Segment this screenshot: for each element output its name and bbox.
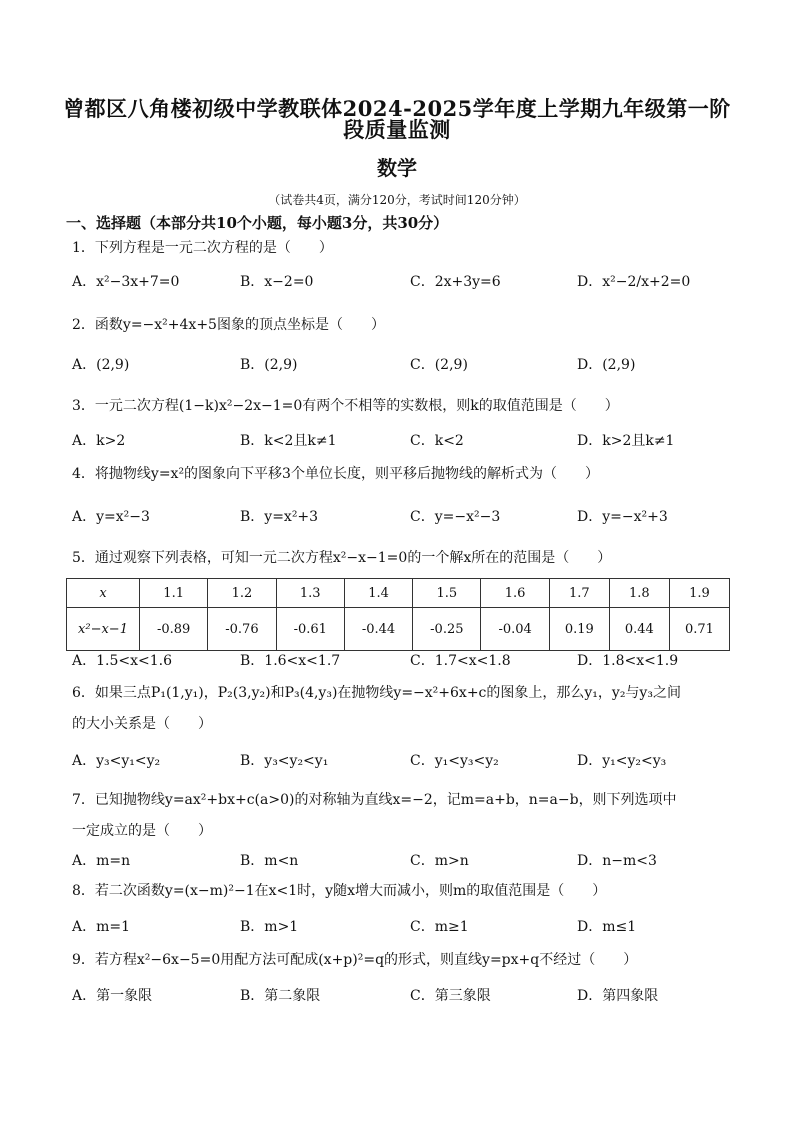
q4-option-d[interactable]: D．y=−x²+3	[577, 509, 668, 525]
question-7-options	[72, 850, 732, 872]
exam-info: （试卷共4页，满分120分，考试时间120分钟）	[268, 193, 526, 207]
q6-option-a[interactable]: A．y₃<y₁<y₂	[72, 753, 161, 769]
q9-option-b[interactable]: B．第二象限	[240, 988, 321, 1004]
exam-title-line2: 段质量监测	[343, 117, 451, 142]
table-row-x	[67, 579, 730, 608]
section-heading: 一、选择题（本部分共10个小题，每小题3分，共30分）	[66, 214, 449, 232]
value-table	[66, 578, 730, 651]
q5-option-b[interactable]: B．1.6<x<1.7	[240, 653, 341, 669]
q4-option-c[interactable]: C．y=−x²−3	[410, 509, 501, 525]
table-cell: -0.04	[481, 608, 549, 651]
table-cell: x²−x−1	[67, 608, 140, 651]
q2-option-c[interactable]: C．(2,9)	[410, 357, 468, 373]
q2-option-b[interactable]: B．(2,9)	[240, 357, 298, 373]
q8-option-a[interactable]: A．m=1	[72, 919, 131, 935]
q1-option-c[interactable]: C．2x+3y=6	[410, 274, 501, 290]
table-cell: 1.9	[669, 579, 729, 608]
question-4-options	[72, 506, 732, 528]
q6-option-c[interactable]: C．y₁<y₃<y₂	[410, 753, 499, 769]
q6-option-d[interactable]: D．y₁<y₂<y₃	[577, 753, 667, 769]
question-6-stem-line2: 的大小关系是（ ）	[72, 716, 212, 732]
question-5-options	[72, 650, 732, 672]
table-cell: 1.7	[549, 579, 609, 608]
table-cell: 1.5	[413, 579, 481, 608]
table-cell: -0.25	[413, 608, 481, 651]
subject-title: 数学	[377, 156, 417, 180]
q9-option-c[interactable]: C．第三象限	[410, 988, 491, 1004]
q1-option-a[interactable]: A．x²−3x+7=0	[72, 274, 180, 290]
q7-option-b[interactable]: B．m<n	[240, 853, 299, 869]
q2-option-d[interactable]: D．(2,9)	[577, 357, 636, 373]
question-1-options	[72, 271, 732, 293]
table-row-values	[67, 608, 730, 651]
question-6-options	[72, 750, 732, 772]
table-cell: -0.76	[208, 608, 276, 651]
q9-option-a[interactable]: A．第一象限	[72, 988, 153, 1004]
exam-title-line1: 曾都区八角楼初级中学教联体2024-2025学年度上学期九年级第一阶	[63, 96, 731, 121]
q1-option-d[interactable]: D．x²−2/x+2=0	[577, 274, 691, 290]
question-3-options	[72, 430, 732, 452]
table-cell: 1.4	[344, 579, 412, 608]
q3-option-b[interactable]: B．k<2且k≠1	[240, 433, 337, 449]
table-cell: 1.3	[276, 579, 344, 608]
table-cell: x	[67, 579, 140, 608]
q5-option-c[interactable]: C．1.7<x<1.8	[410, 653, 511, 669]
table-cell: 1.2	[208, 579, 276, 608]
question-9-options	[72, 985, 732, 1007]
question-9-stem: 9．若方程x²−6x−5=0用配方法可配成(x+p)²=q的形式，则直线y=px+q不经过（ ）	[72, 952, 638, 968]
table-cell: 1.8	[609, 579, 669, 608]
question-4-stem: 4．将抛物线y=x²的图象向下平移3个单位长度，则平移后抛物线的解析式为（ ）	[72, 466, 599, 482]
question-2-stem: 2．函数y=−x²+4x+5图象的顶点坐标是（ ）	[72, 317, 385, 333]
question-6-stem: 6．如果三点P₁(1,y₁)，P₂(3,y₂)和P₃(4,y₃)在抛物线y=−x²+6x+c的图象上，那么y₁，y₂与y₃之间	[72, 685, 681, 701]
question-8-stem: 8．若二次函数y=(x−m)²−1在x<1时，y随x增大而减小，则m的取值范围是（ ）	[72, 883, 607, 899]
question-7-stem: 7．已知抛物线y=ax²+bx+c(a>0)的对称轴为直线x=−2，记m=a+b，n=a−b，则下列选项中	[72, 792, 677, 808]
q5-option-d[interactable]: D．1.8<x<1.9	[577, 653, 679, 669]
question-8-options	[72, 916, 732, 938]
table-cell: -0.61	[276, 608, 344, 651]
question-7-stem-line2: 一定成立的是（ ）	[72, 823, 212, 839]
table-cell: 0.71	[669, 608, 729, 651]
table-cell: -0.44	[344, 608, 412, 651]
q9-option-d[interactable]: D．第四象限	[577, 988, 659, 1004]
table-cell: 1.1	[140, 579, 208, 608]
q6-option-b[interactable]: B．y₃<y₂<y₁	[240, 753, 329, 769]
q4-option-b[interactable]: B．y=x²+3	[240, 509, 319, 525]
q3-option-d[interactable]: D．k>2且k≠1	[577, 433, 675, 449]
q4-option-a[interactable]: A．y=x²−3	[72, 509, 150, 525]
q2-option-a[interactable]: A．(2,9)	[72, 357, 130, 373]
q7-option-d[interactable]: D．n−m<3	[577, 853, 657, 869]
table-cell: 1.6	[481, 579, 549, 608]
question-5-stem: 5．通过观察下列表格，可知一元二次方程x²−x−1=0的一个解x所在的范围是（ ）	[72, 550, 612, 566]
q8-option-d[interactable]: D．m≤1	[577, 919, 637, 935]
q7-option-c[interactable]: C．m>n	[410, 853, 469, 869]
table-cell: -0.89	[140, 608, 208, 651]
q5-option-a[interactable]: A．1.5<x<1.6	[72, 653, 172, 669]
question-1-stem: 1．下列方程是一元二次方程的是（ ）	[72, 240, 333, 256]
q8-option-c[interactable]: C．m≥1	[410, 919, 469, 935]
question-2-options	[72, 354, 732, 376]
q1-option-b[interactable]: B．x−2=0	[240, 274, 314, 290]
q3-option-a[interactable]: A．k>2	[72, 433, 126, 449]
question-3-stem: 3．一元二次方程(1−k)x²−2x−1=0有两个不相等的实数根，则k的取值范围是（ ）	[72, 398, 619, 414]
q3-option-c[interactable]: C．k<2	[410, 433, 464, 449]
q7-option-a[interactable]: A．m=n	[72, 853, 131, 869]
table-cell: 0.19	[549, 608, 609, 651]
q8-option-b[interactable]: B．m>1	[240, 919, 299, 935]
table-cell: 0.44	[609, 608, 669, 651]
